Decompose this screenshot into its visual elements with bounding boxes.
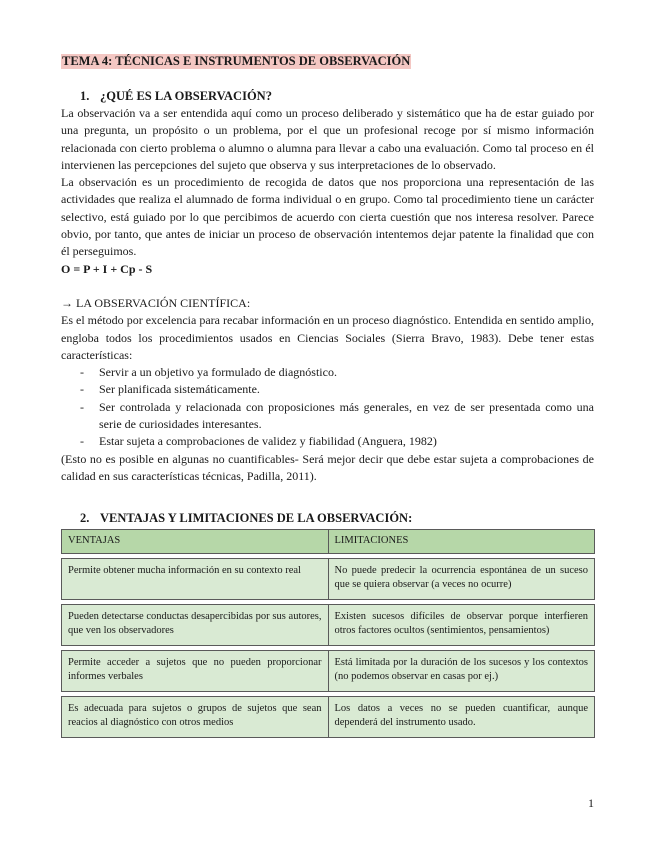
document-body: [61, 105, 594, 485]
table-row: [62, 696, 595, 737]
list-item: - Estar sujeta a comprobaciones de validez y fiabilidad (Anguera, 1982): [61, 433, 594, 450]
page-number: 1: [588, 796, 594, 810]
list-item: - Servir a un objetivo ya formulado de diagnóstico.: [61, 364, 594, 381]
column-header-limitaciones: LIMITACIONES: [328, 530, 595, 554]
section-title-2: VENTAJAS Y LIMITACIONES DE LA OBSERVACIÓN:: [100, 511, 413, 525]
paragraph: La observación es un procedimiento de recogida de datos que nos proporciona una representación de las actividades que realiza el alumnado de forma individual o en grupo. Como tal procedimiento tiene un carácter selectivo, está guiado por lo que percibimos de acuerdo con cierta cuestión que nos interesa resolver. Parece obvio, por tanto, que antes de iniciar un proceso de observación intentemos dejar patente la finalidad que con él perseguimos.: [61, 175, 594, 259]
table-cell: Es adecuada para sujetos o grupos de sujetos que sean reacios al diagnóstico con otros medios: [62, 696, 329, 737]
section-title-1: ¿QUÉ ES LA OBSERVACIÓN?: [100, 89, 272, 103]
paragraph: La observación va a ser entendida aquí como un proceso deliberado y sistemático que ha de estar guiado por una pregunta, un propósito o un problema, por el que un profesional recoge por sí mismo información relacionada con cierto problema o alumno o alumna para llevar a cabo una evaluación. Como tal proceso en él intervienen las percepciones del sujeto que observa y sus interpretaciones de lo observado.: [61, 106, 594, 172]
section-heading-2: [80, 510, 412, 527]
subsection-heading: → LA OBSERVACIÓN CIENTÍFICA:: [61, 295, 251, 310]
table-cell: Está limitada por la duración de los sucesos y los contextos (no podemos observar en casas por ej.): [328, 650, 595, 691]
table-row: [62, 650, 595, 691]
table-cell: Permite obtener mucha información en su contexto real: [62, 558, 329, 599]
table-cell: Permite acceder a sujetos que no pueden proporcionar informes verbales: [62, 650, 329, 691]
list-item: - Ser planificada sistemáticamente.: [61, 381, 594, 398]
section-heading-1: [80, 88, 272, 105]
table-cell: Los datos a veces no se pueden cuantificar, aunque dependerá del instrumento usado.: [328, 696, 595, 737]
table-row: [62, 604, 595, 645]
table-row: [62, 558, 595, 599]
table-cell: No puede predecir la ocurrencia espontánea de un suceso que se quiera observar (a veces no ocurre): [328, 558, 595, 599]
characteristics-list: [61, 364, 594, 450]
advantages-limitations-table: [61, 529, 595, 738]
list-item: - Ser controlada y relacionada con proposiciones más generales, en vez de ser presentada como una serie de curiosidades interesantes.: [61, 399, 594, 434]
paragraph: Es el método por excelencia para recabar información en un proceso diagnóstico. Entendida en sentido amplio, engloba todos los procedimientos usados en Ciencias Sociales (Sierra Bravo, 1983). Debe tener estas características:: [61, 313, 594, 362]
section-number-2: 2.: [80, 511, 90, 525]
table-header-row: [62, 530, 595, 554]
note-paragraph: (Esto no es posible en algunas no cuantificables- Será mejor decir que debe estar sujeta a comprobaciones de calidad en sus características técnicas, Padilla, 2011).: [61, 451, 594, 483]
page-title: TEMA 4: TÉCNICAS E INSTRUMENTOS DE OBSERVACIÓN: [62, 54, 411, 68]
formula: O = P + I + Cp - S: [61, 261, 153, 276]
section-number-1: 1.: [80, 89, 90, 103]
column-header-ventajas: VENTAJAS: [62, 530, 329, 554]
spacer: [61, 278, 594, 295]
table-cell: Existen sucesos difíciles de observar porque interfieren otros factores ocultos (sentimientos, pensamientos): [328, 604, 595, 645]
table-cell: Pueden detectarse conductas desapercibidas por sus autores, que ven los observadores: [62, 604, 329, 645]
